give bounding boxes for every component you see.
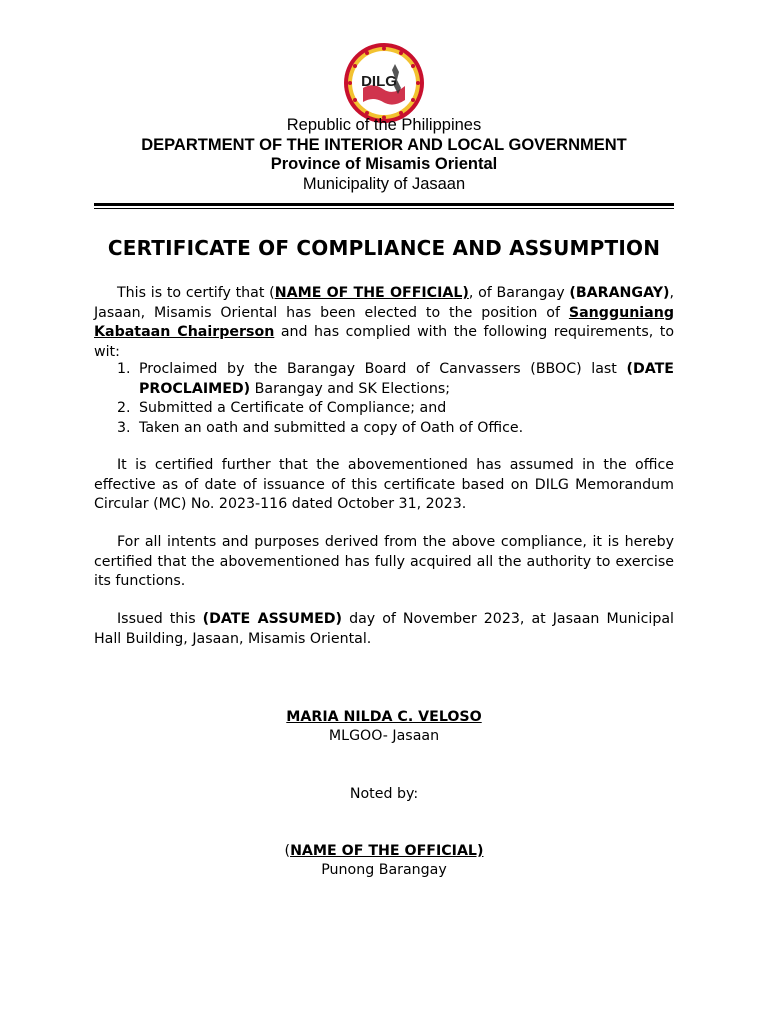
requirements-list: [94, 360, 674, 438]
document-title: CERTIFICATE OF COMPLIANCE AND ASSUMPTION: [107, 236, 661, 260]
noted-by-label: Noted by:: [349, 786, 419, 802]
certification-paragraph: [94, 284, 674, 362]
list-number: 1.: [117, 361, 131, 377]
list-text: Barangay and SK Elections;: [250, 380, 451, 397]
barangay-placeholder: (BARANGAY): [569, 285, 670, 301]
list-item: [94, 360, 674, 399]
authority-paragraph: [94, 533, 674, 592]
noter-name-text: NAME OF THE OFFICIAL): [290, 843, 484, 859]
para3-text: For all intents and purposes derived from the above compliance, it is hereby certified that the abovementioned has fully acquired all the authority to exercise its functions.: [94, 534, 674, 589]
noter-open-paren: (: [284, 843, 291, 859]
logo-text: DILG: [361, 73, 397, 90]
position-title: Sangguniang Kabataan Chairperson: [94, 304, 674, 340]
para1-text-3: , Jasaan, Misamis Oriental has been elected to the position of: [94, 285, 674, 321]
list-item: [94, 419, 674, 439]
list-number: 2.: [117, 400, 131, 416]
signatory-name: [0, 708, 768, 728]
list-text: Submitted a Certificate of Compliance; and: [139, 400, 447, 416]
para4-text-1: Issued this: [117, 611, 203, 627]
date-assumed-placeholder: (DATE ASSUMED): [202, 611, 343, 627]
assumption-paragraph: [94, 456, 674, 515]
para1-text-4: and has complied with the following requirements, to wit:: [94, 324, 675, 360]
header-department: DEPARTMENT OF THE INTERIOR AND LOCAL GOVERNMENT: [141, 136, 627, 154]
para1-text-2: , of Barangay: [468, 285, 570, 301]
noter-name: [0, 842, 768, 862]
header-divider-thick: [94, 203, 674, 206]
list-text: Taken an oath and submitted a copy of Oath of Office.: [139, 419, 524, 436]
issuance-paragraph: [94, 610, 674, 649]
noter-title: Punong Barangay: [321, 862, 447, 878]
para2-text: It is certified further that the abovementioned has assumed in the office effective as of date of issuance of this certificate based on DILG Memorandum Circular (MC) No. 2023-116 dated October 31, 2023.: [94, 457, 674, 512]
header-province: Province of Misamis Oriental: [270, 155, 498, 173]
header-republic: Republic of the Philippines: [286, 116, 482, 134]
dilg-seal-icon: [343, 42, 425, 124]
list-item: [94, 399, 674, 419]
date-proclaimed-placeholder: (DATE PROCLAIMED): [139, 361, 674, 397]
header-municipality: Municipality of Jasaan: [302, 175, 466, 193]
para4-text-2: day of November 2023, at Jasaan Municipal Hall Building, Jasaan, Misamis Oriental.: [94, 611, 674, 647]
official-name-placeholder: NAME OF THE OFFICIAL): [274, 285, 469, 301]
header-divider-thin: [94, 208, 674, 209]
signatory-title: MLGOO- Jasaan: [328, 728, 440, 744]
list-text: Proclaimed by the Barangay Board of Canvassers (BBOC) last: [139, 361, 627, 377]
list-number: 3.: [117, 419, 131, 436]
dilg-seal-logo: [343, 42, 425, 124]
para1-text-1: This is to certify that (: [117, 285, 275, 301]
signatory-name-text: MARIA NILDA C. VELOSO: [286, 709, 482, 725]
